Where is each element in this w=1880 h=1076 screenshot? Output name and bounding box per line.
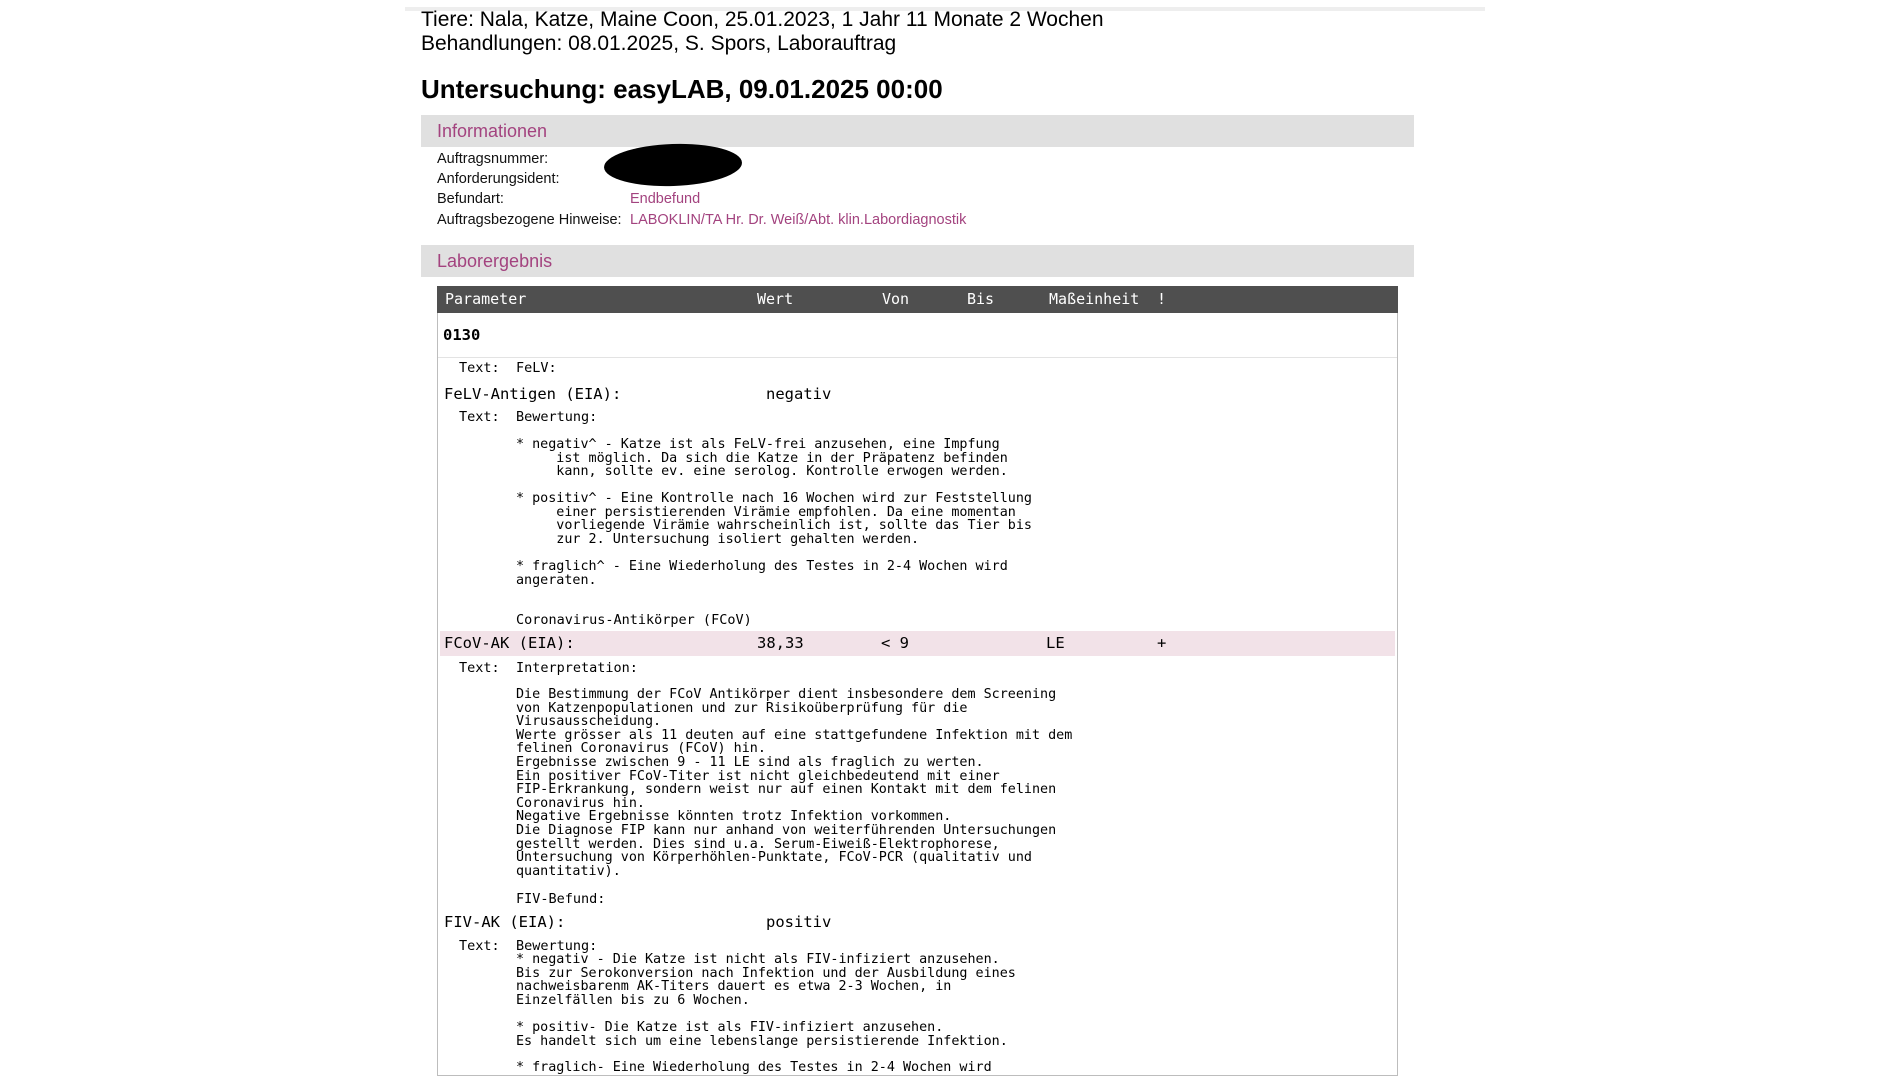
examination-title: Untersuchung: easyLAB, 09.01.2025 00:00 xyxy=(421,74,943,104)
felv-fraglich-note: * fraglich^ - Eine Wiederholung des Testes in 2-4 Wochen wird angeraten. xyxy=(516,559,1008,588)
fiv-parameter: FIV-AK (EIA): xyxy=(444,913,566,931)
felv-positiv-note: * positiv^ - Eine Kontrolle nach 16 Wochen wird zur Feststellung einer persistierenden Virämie empfohlen. Da eine momentan vorliegende Virämie wahrscheinlich ist, sollte das Tier bis zur 2. Untersuchung isoliert gehalten werden. xyxy=(516,491,1032,547)
info-label-auftragsnummer: Auftragsnummer: xyxy=(437,151,549,167)
col-bis: Bis xyxy=(967,290,995,308)
fcov-flag: + xyxy=(1157,634,1167,652)
text-label: Text: xyxy=(459,660,500,676)
felv-value: negativ xyxy=(766,385,832,403)
col-wert: Wert xyxy=(757,290,794,308)
fcov-heading: Coronavirus-Antikörper (FCoV) xyxy=(516,612,752,628)
fiv-fraglich-note: * fraglich- Eine Wiederholung des Testes in 2-4 Wochen wird xyxy=(516,1060,992,1075)
felv-text: FeLV: xyxy=(516,360,557,376)
info-label-befundart: Befundart: xyxy=(437,191,504,207)
info-label-anforderungsident: Anforderungsident: xyxy=(437,171,560,187)
text-label: Text: xyxy=(459,938,500,954)
info-label-hinweise: Auftragsbezogene Hinweise: xyxy=(437,212,622,228)
fcov-parameter: FCoV-AK (EIA): xyxy=(444,634,575,652)
section-informationen: Informationen xyxy=(421,115,1414,147)
info-value-befundart: Endbefund xyxy=(630,191,701,207)
fcov-value: 38,33 xyxy=(757,634,804,652)
fiv-heading: FIV-Befund: xyxy=(516,891,606,907)
fiv-bewertung: Bewertung: xyxy=(516,938,598,954)
text-label: Text: xyxy=(459,360,500,376)
col-parameter: Parameter xyxy=(445,290,527,308)
treatment-info: Behandlungen: 08.01.2025, S. Spors, Laborauftrag xyxy=(421,32,897,55)
col-von: Von xyxy=(882,290,910,308)
fiv-negativ-note: * negativ - Die Katze ist nicht als FIV-infiziert anzusehen. Bis zur Serokonversion nach Infektion und der Ausbildung eines nachweisbarenm AK-Titers dauert es etwa 2-3 Wochen, in Einzelfällen bis zu 6 Wochen. xyxy=(516,952,1016,1008)
fiv-positiv-note: * positiv- Die Katze ist als FIV-infiziert anzusehen. Es handelt sich um eine lebenslange persistierende Infektion. xyxy=(516,1020,1008,1049)
fcov-interpretation-label: Interpretation: xyxy=(516,660,638,676)
felv-bewertung: Bewertung: xyxy=(516,409,598,425)
col-masseinheit: Maßeinheit xyxy=(1049,290,1140,308)
text-label: Text: xyxy=(459,409,500,425)
section-laborergebnis: Laborergebnis xyxy=(421,245,1414,277)
fcov-von: < 9 xyxy=(881,634,909,652)
felv-negativ-note: * negativ^ - Katze ist als FeLV-frei anzusehen, eine Impfung ist möglich. Da sich die Katze in der Präpatenz befinden kann, sollte ev. eine serolog. Kontrolle erwogen werden. xyxy=(516,437,1008,480)
animal-info: Tiere: Nala, Katze, Maine Coon, 25.01.2023, 1 Jahr 11 Monate 2 Wochen xyxy=(421,8,1104,31)
fiv-value: positiv xyxy=(766,913,832,931)
redaction-mark xyxy=(603,142,742,189)
info-value-hinweise: LABOKLIN/TA Hr. Dr. Weiß/Abt. klin.Labordiagnostik xyxy=(630,212,967,228)
order-code: 0130 xyxy=(443,326,481,344)
fcov-interpretation: Die Bestimmung der FCoV Antikörper dient insbesondere dem Screening von Katzenpopulationen und zur Risikoüberprüfung für die Virusausscheidung. Werte grösser als 11 deuten auf eine stattgefundene Infektion mit dem felinen Coronavirus (FCoV) hin. Ergebnisse zwischen 9 - 11 LE sind als fraglich zu werten. Ein positiver FCoV-Titer ist nicht gleichbedeutend mit einer FIP-Erkrankung, sondern weist nur auf einen Kontakt mit dem felinen Coronavirus hin. Negative Ergebnisse könnten trotz Infektion vorkommen. Die Diagnose FIP kann nur anhand von weiterführenden Untersuchungen gestellt werden. Dies sind u.a. Serum-Eiweiß-Elektrophorese, Untersuchung von Körperhöhlen-Punktate, FCoV-PCR (qualitativ und quantitativ). xyxy=(516,687,1073,879)
col-flag: ! xyxy=(1157,290,1167,308)
lab-table-header xyxy=(437,286,1398,313)
felv-parameter: FeLV-Antigen (EIA): xyxy=(444,385,622,403)
code-divider xyxy=(438,357,1397,358)
fcov-unit: LE xyxy=(1046,634,1065,652)
fcov-result-row xyxy=(440,631,1395,656)
